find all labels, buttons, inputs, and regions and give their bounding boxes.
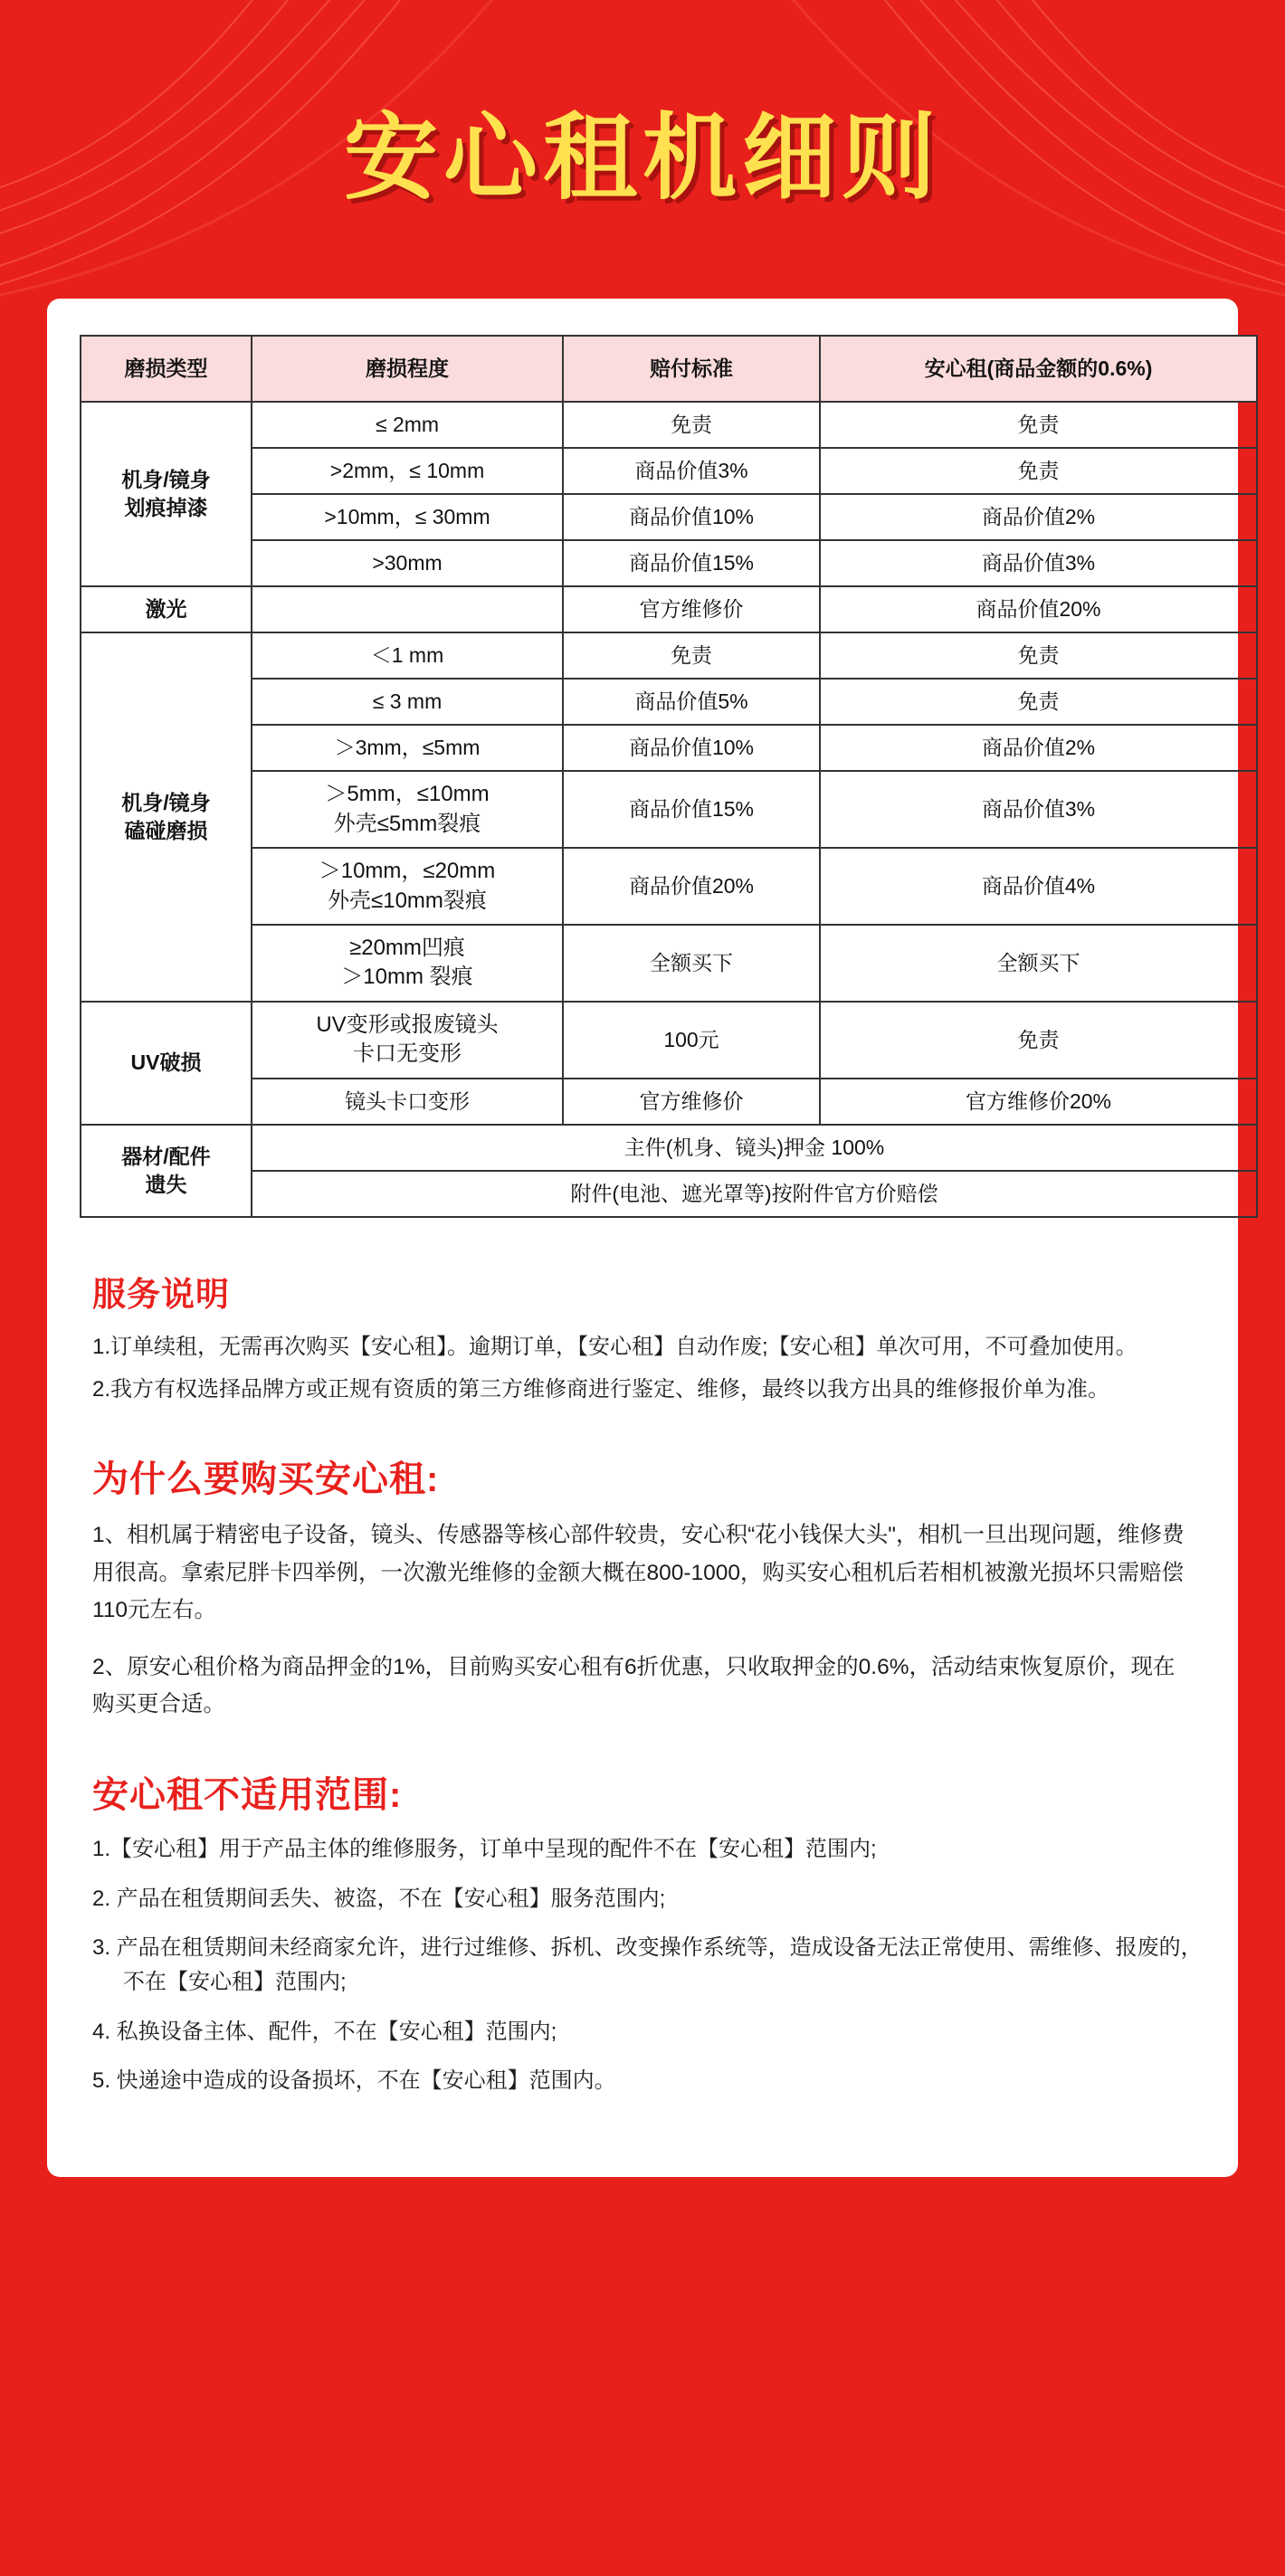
table-row: [81, 448, 1257, 494]
cell-degree: 主件(机身、镜头)押金 100%: [252, 1125, 1257, 1171]
page-title: 安心租机细则: [343, 102, 941, 213]
cell-insured: 免责: [820, 448, 1257, 494]
why-item: 1、相机属于精密电子设备，镜头、传感器等核心部件较贵，安心积“花小钱保大头"，相机一旦出现问题，维修费用很高。拿索尼胖卡四举例，一次激光维修的金额大概在800-1000，购买安心租机后若相机被激光损坏只需赔偿110元左右。: [92, 1523, 1185, 1622]
cell-standard: 免责: [563, 402, 820, 448]
table-row: [81, 1125, 1257, 1171]
table-row: [81, 540, 1257, 586]
cell-insured: 商品价值20%: [820, 586, 1257, 632]
cell-standard: 商品价值20%: [563, 848, 820, 925]
cell-insured: 全额买下: [820, 925, 1257, 1002]
cell-degree: ＜1 mm: [252, 632, 563, 679]
scope-item: 2. 产品在租赁期间丢失、被盗，不在【安心租】服务范围内;: [92, 1886, 666, 1911]
cell-degree: >30mm: [252, 540, 563, 586]
cell-standard: 商品价值15%: [563, 540, 820, 586]
section-scope: [92, 1766, 1205, 2098]
cell-degree: ≤ 3 mm: [252, 679, 563, 725]
cell-insured: 商品价值4%: [820, 848, 1257, 925]
table-row: [81, 1171, 1257, 1217]
table-row: [81, 925, 1257, 1002]
cell-degree: ＞10mm，≤20mm 外壳≤10mm裂痕: [252, 848, 563, 925]
cell-standard: 免责: [563, 632, 820, 679]
cell-standard: 官方维修价: [563, 1079, 820, 1125]
table-header-row: [81, 336, 1257, 402]
cell-insured: 官方维修价20%: [820, 1079, 1257, 1125]
group-label-uv: UV破损: [81, 1002, 252, 1125]
cell-standard: 100元: [563, 1002, 820, 1079]
compensation-table: [80, 335, 1258, 1218]
group-label-laser: 激光: [81, 586, 252, 632]
cell-standard: 商品价值3%: [563, 448, 820, 494]
cell-insured: 免责: [820, 632, 1257, 679]
cell-insured: 商品价值3%: [820, 540, 1257, 586]
cell-standard: 全额买下: [563, 925, 820, 1002]
section-title-why: 为什么要购买安心租:: [92, 1459, 440, 1500]
cell-standard: 商品价值10%: [563, 494, 820, 540]
cell-degree: ＞5mm，≤10mm 外壳≤5mm裂痕: [252, 771, 563, 848]
cell-standard: 商品价值15%: [563, 771, 820, 848]
service-item: 1.订单续租，无需再次购买【安心租】。逾期订单，【安心租】自动作废;【安心租】单次可用，不可叠加使用。: [92, 1334, 1137, 1359]
th-standard: 赔付标准: [563, 336, 820, 402]
section-title-service: 服务说明: [92, 1275, 230, 1313]
table-row: [81, 586, 1257, 632]
table-row: [81, 725, 1257, 771]
table-row: [81, 632, 1257, 679]
table-body: [81, 402, 1257, 1217]
group-label-loss: 器材/配件 遗失: [81, 1125, 252, 1217]
service-item: 2.我方有权选择品牌方或正规有资质的第三方维修商进行鉴定、维修，最终以我方出具的维修报价单为准。: [92, 1376, 1110, 1402]
why-item: 2、原安心租价格为商品押金的1%，目前购买安心租有6折优惠，只收取押金的0.6%，活动结束恢复原价，现在购买更合适。: [92, 1654, 1176, 1717]
scope-item: 4. 私换设备主体、配件，不在【安心租】范围内;: [92, 2019, 557, 2044]
table-row: [81, 1002, 1257, 1079]
table-row: [81, 679, 1257, 725]
poster-header: [0, 0, 1285, 299]
cell-degree: ≥20mm凹痕 ＞10mm 裂痕: [252, 925, 563, 1002]
cell-insured: 商品价值3%: [820, 771, 1257, 848]
cell-degree: ≤ 2mm: [252, 402, 563, 448]
table-row: [81, 771, 1257, 848]
cell-degree: [252, 586, 563, 632]
cell-degree: UV变形或报废镜头 卡口无变形: [252, 1002, 563, 1079]
scope-item: 3. 产品在租赁期间未经商家允许，进行过维修、拆机、改变操作系统等，造成设备无法正常使用、需维修、报废的，不在【安心租】范围内;: [92, 1935, 1203, 1995]
table-row: [81, 848, 1257, 925]
scope-item: 1.【安心租】用于产品主体的维修服务，订单中呈现的配件不在【安心租】范围内;: [92, 1837, 877, 1862]
cell-degree: 镜头卡口变形: [252, 1079, 563, 1125]
cell-insured: 免责: [820, 679, 1257, 725]
th-wear-type: 磨损类型: [81, 336, 252, 402]
section-title-scope: 安心租不适用范围:: [92, 1775, 403, 1816]
th-insured: 安心租(商品金额的0.6%): [820, 336, 1257, 402]
cell-insured: 商品价值2%: [820, 494, 1257, 540]
table-row: [81, 494, 1257, 540]
cell-insured: 免责: [820, 1002, 1257, 1079]
table-header: [81, 336, 1257, 402]
th-wear-degree: 磨损程度: [252, 336, 563, 402]
scope-item: 5. 快递途中造成的设备损坏，不在【安心租】范围内。: [92, 2068, 616, 2094]
cell-degree: ＞3mm，≤5mm: [252, 725, 563, 771]
cell-degree: 附件(电池、遮光罩等)按附件官方价赔偿: [252, 1171, 1257, 1217]
cell-degree: >2mm，≤ 10mm: [252, 448, 563, 494]
cell-standard: 官方维修价: [563, 586, 820, 632]
section-why: [92, 1450, 1205, 1723]
cell-standard: 商品价值10%: [563, 725, 820, 771]
cell-insured: 免责: [820, 402, 1257, 448]
group-label-impact: 机身/镜身 磕碰磨损: [81, 632, 252, 1001]
cell-standard: 商品价值5%: [563, 679, 820, 725]
group-label-scratch: 机身/镜身 划痕掉漆: [81, 402, 252, 586]
cell-insured: 商品价值2%: [820, 725, 1257, 771]
content-card: [47, 299, 1238, 2177]
section-service: [92, 1267, 1205, 1408]
table-row: [81, 402, 1257, 448]
cell-degree: >10mm，≤ 30mm: [252, 494, 563, 540]
table-row: [81, 1079, 1257, 1125]
